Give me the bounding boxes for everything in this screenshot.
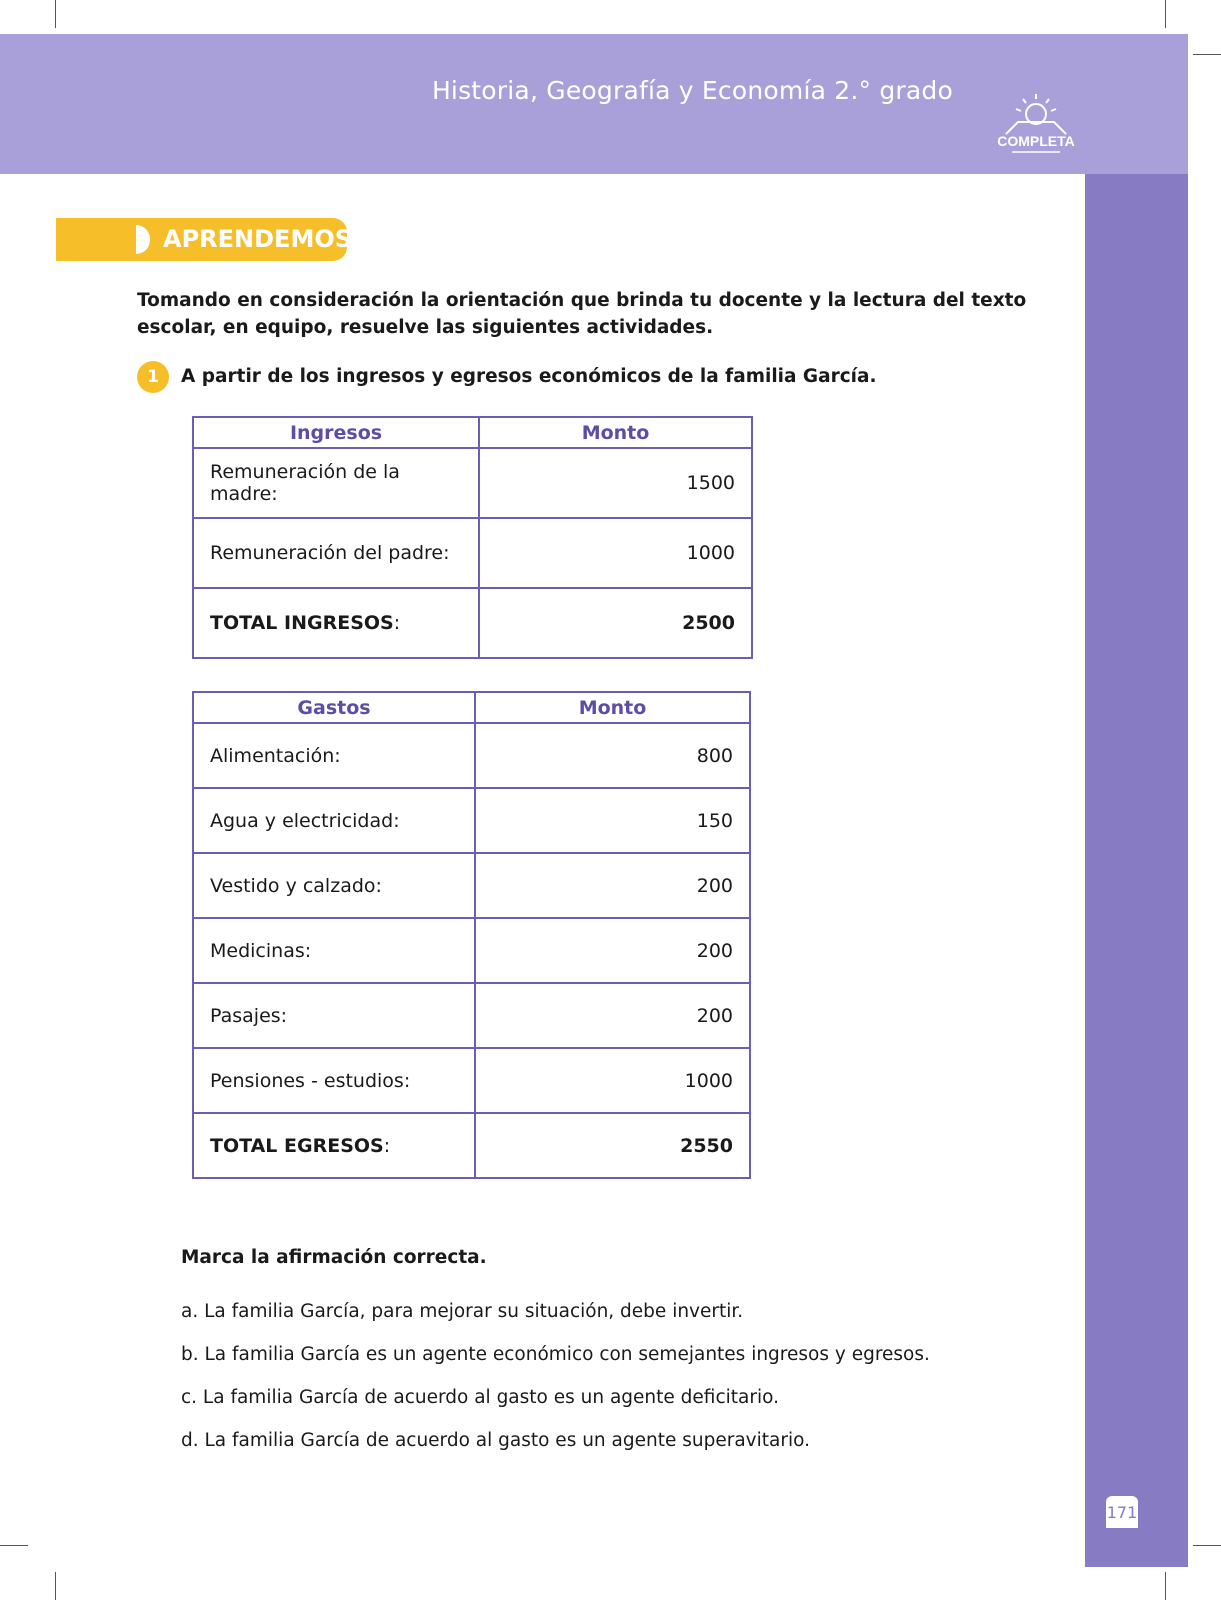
total-label-cell <box>193 588 479 658</box>
total-amount: 2500 <box>479 588 752 658</box>
total-label-cell <box>193 1113 475 1178</box>
question-number-badge: 1 <box>137 361 169 393</box>
row-amount: 200 <box>475 918 750 983</box>
total-label: TOTAL INGRESOS <box>210 612 394 634</box>
option-d[interactable]: d. La familia García de acuerdo al gasto es un agente superavitario. <box>181 1430 810 1451</box>
intro-text: Tomando en consideración la orientación que brinda tu docente y la lectura del texto escolar, en equipo, resuelve las siguientes actividades. <box>137 290 1027 338</box>
row-label: Pensiones - estudios: <box>193 1048 475 1113</box>
half-circle-icon <box>136 225 150 254</box>
column-header: Gastos <box>193 692 475 723</box>
total-label: TOTAL EGRESOS <box>210 1134 384 1157</box>
row-label: Medicinas: <box>193 918 475 983</box>
table-row <box>193 918 750 983</box>
row-amount: 200 <box>475 853 750 918</box>
row-amount: 1000 <box>475 1048 750 1113</box>
row-amount: 200 <box>475 983 750 1048</box>
ingresos-table <box>192 416 753 659</box>
section-label: APRENDEMOS <box>163 225 353 253</box>
row-label: Remuneración del padre: <box>193 518 479 588</box>
column-header: Ingresos <box>193 417 479 448</box>
table-row <box>193 448 752 518</box>
row-label: Alimentación: <box>193 723 475 788</box>
total-amount: 2550 <box>475 1113 750 1178</box>
crop-mark <box>0 1545 28 1546</box>
row-label: Vestido y calzado: <box>193 853 475 918</box>
column-header: Monto <box>475 692 750 723</box>
mark-instruction: Marca la afirmación correcta. <box>181 1247 487 1268</box>
total-colon: : <box>383 1134 391 1157</box>
option-b[interactable]: b. La familia García es un agente económico con semejantes ingresos y egresos. <box>181 1344 930 1365</box>
total-row <box>193 1113 750 1178</box>
crop-mark <box>1193 54 1221 55</box>
total-row <box>193 588 752 658</box>
table-row <box>193 788 750 853</box>
options-list <box>181 1290 930 1462</box>
table-header-row <box>193 692 750 723</box>
row-amount: 800 <box>475 723 750 788</box>
right-sidebar <box>1085 174 1188 1567</box>
row-label: Remuneración de la madre: <box>193 448 479 518</box>
book-title: Historia, Geografía y Economía 2.° grado <box>431 76 953 105</box>
crop-mark <box>1165 1572 1166 1600</box>
table-header-row <box>193 417 752 448</box>
page-number: 171 <box>1106 1496 1138 1528</box>
table-row <box>193 1048 750 1113</box>
row-amount: 1500 <box>479 448 752 518</box>
row-label: Pasajes: <box>193 983 475 1048</box>
gastos-table <box>192 691 751 1179</box>
total-colon: : <box>393 612 401 634</box>
jornada-escolar-logo <box>996 92 1076 158</box>
table-row <box>193 723 750 788</box>
question-text: A partir de los ingresos y egresos económicos de la familia García. <box>181 366 877 387</box>
svg-text:COMPLETA: COMPLETA <box>997 133 1075 149</box>
column-header: Monto <box>479 417 752 448</box>
crop-mark <box>1165 0 1166 28</box>
row-amount: 150 <box>475 788 750 853</box>
crop-mark <box>1193 1545 1221 1546</box>
option-a[interactable]: a. La familia García, para mejorar su situación, debe invertir. <box>181 1301 744 1322</box>
option-c[interactable]: c. La familia García de acuerdo al gasto es un agente deficitario. <box>181 1387 779 1408</box>
crop-mark <box>55 1572 56 1600</box>
table-row <box>193 518 752 588</box>
crop-mark <box>55 0 56 28</box>
row-label: Agua y electricidad: <box>193 788 475 853</box>
row-amount: 1000 <box>479 518 752 588</box>
table-row <box>193 853 750 918</box>
section-label-pill <box>56 218 353 261</box>
table-row <box>193 983 750 1048</box>
